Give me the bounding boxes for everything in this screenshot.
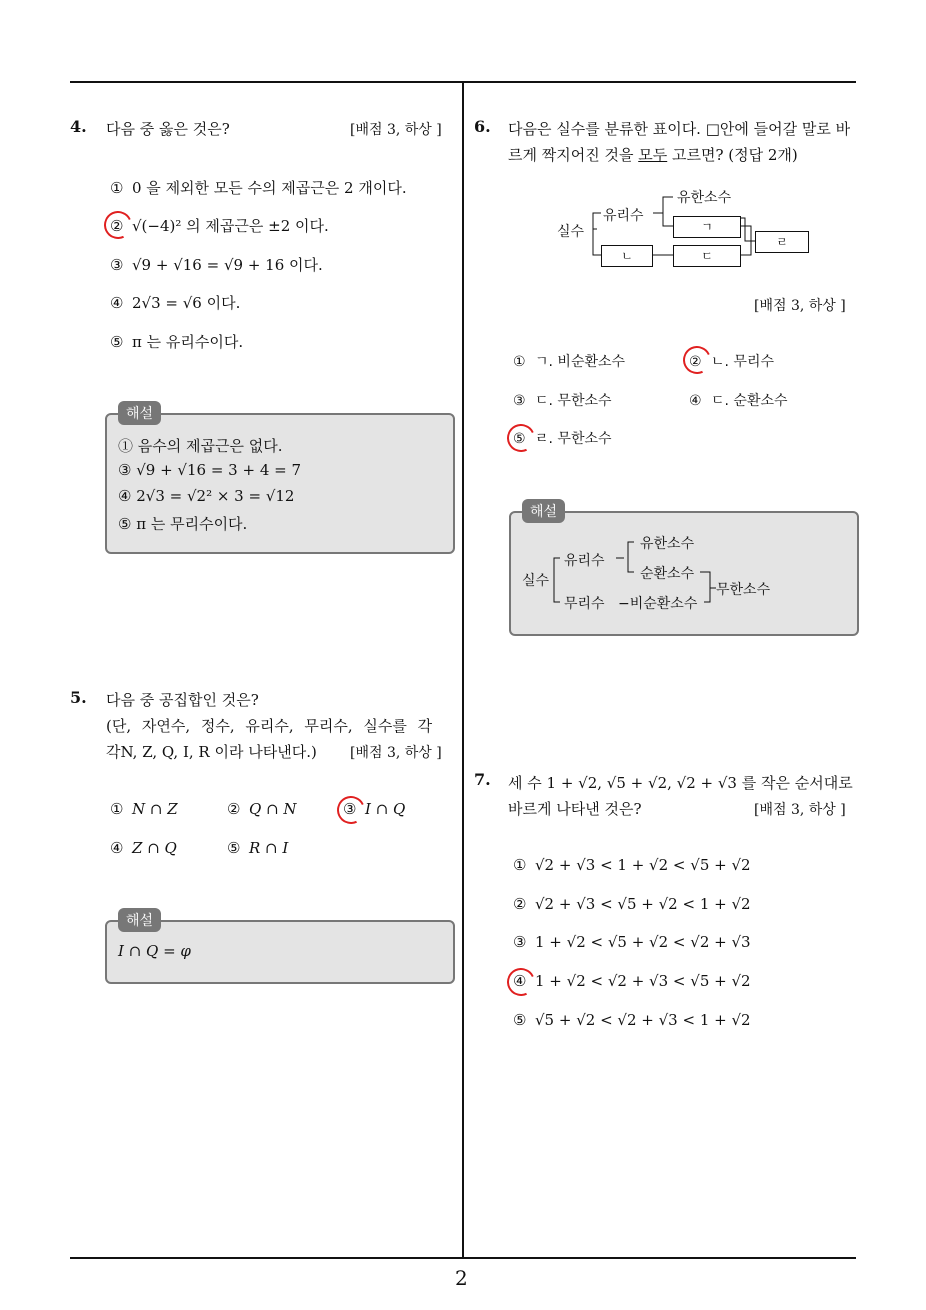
q5-meta: [배점 3, 하상 ] bbox=[350, 745, 442, 761]
option-number: ② bbox=[689, 354, 702, 370]
q6-solution-tag: 해설 bbox=[522, 499, 565, 523]
q7-question-line2: 바르게 나타낸 것은? bbox=[508, 800, 642, 818]
q7-answer-mark bbox=[503, 964, 539, 1000]
option-text: ㄱ. 비순환소수 bbox=[535, 354, 626, 370]
sol-nonrepeating-label: −비순환소수 bbox=[618, 596, 698, 612]
q7-meta: [배점 3, 하상 ] bbox=[754, 802, 846, 818]
option-number: ③ bbox=[343, 800, 357, 818]
q6-question-line2 bbox=[508, 144, 798, 165]
option-number: ② bbox=[513, 895, 527, 913]
option-number: ⑤ bbox=[110, 333, 124, 351]
option-number: ④ bbox=[110, 294, 124, 312]
option-number: ① bbox=[513, 856, 527, 874]
q6-answer-mark bbox=[503, 420, 539, 456]
q6-option-4[interactable] bbox=[689, 390, 788, 410]
q4-answer-mark bbox=[100, 207, 136, 243]
q6-question-text: 르게 짝지어진 것을 bbox=[508, 146, 639, 164]
diagram-real-label: 실수 bbox=[557, 224, 585, 240]
sol-real-label: 실수 bbox=[522, 573, 550, 589]
q6-question-text: 고르면? (정답 2개) bbox=[667, 146, 798, 164]
option-text: ㄷ. 순환소수 bbox=[711, 393, 788, 409]
q5-number: 5. bbox=[70, 688, 87, 707]
column-divider bbox=[462, 81, 464, 1259]
option-number: ⑤ bbox=[227, 839, 241, 857]
option-number: ④ bbox=[110, 839, 124, 857]
option-text: 1 + √2 < √2 + √3 < √5 + √2 bbox=[535, 972, 751, 990]
diagram-box-r: ㄹ bbox=[755, 231, 809, 253]
option-text: Z ∩ Q bbox=[132, 839, 177, 857]
q6-meta: [배점 3, 하상 ] bbox=[754, 298, 846, 314]
q4-meta: [배점 3, 하상 ] bbox=[350, 122, 442, 138]
option-text: √5 + √2 < √2 + √3 < 1 + √2 bbox=[535, 1011, 751, 1029]
option-text: ㄴ. 무리수 bbox=[711, 354, 774, 370]
q4-option-1[interactable] bbox=[110, 177, 407, 198]
q6-solution-diagram bbox=[520, 530, 820, 620]
option-number: ① bbox=[110, 800, 124, 818]
q4-solution-line: ④ 2√3 = √2² × 3 = √12 bbox=[118, 487, 295, 505]
bottom-rule bbox=[70, 1257, 856, 1259]
q4-solution-line: ③ √9 + √16 = 3 + 4 = 7 bbox=[118, 461, 302, 479]
option-number: ④ bbox=[689, 393, 702, 409]
option-text: ㄹ. 무한소수 bbox=[535, 431, 612, 447]
sol-finite-label: 유한소수 bbox=[640, 536, 695, 552]
q5-question: 다음 중 공집합인 것은? bbox=[106, 691, 259, 709]
option-number: ③ bbox=[513, 393, 526, 409]
q7-number: 7. bbox=[474, 770, 491, 789]
diagram-box-n: ㄴ bbox=[601, 245, 653, 267]
q7-option-4[interactable] bbox=[513, 972, 751, 990]
q7-option-1[interactable] bbox=[513, 856, 751, 874]
q7-question-line1: 세 수 1 + √2, √5 + √2, √2 + √3 를 작은 순서대로 bbox=[508, 774, 853, 792]
option-text: 2√3 = √6 이다. bbox=[132, 294, 241, 312]
option-number: ③ bbox=[110, 256, 124, 274]
q4-option-5[interactable] bbox=[110, 331, 243, 352]
option-text: 0 을 제외한 모든 수의 제곱근은 2 개이다. bbox=[132, 179, 407, 197]
q4-solution-tag: 해설 bbox=[118, 401, 161, 425]
option-text: √(−4)² 의 제곱근은 ±2 이다. bbox=[132, 217, 329, 235]
option-text: √2 + √3 < 1 + √2 < √5 + √2 bbox=[535, 856, 751, 874]
q6-option-1[interactable] bbox=[513, 351, 625, 371]
q6-question-emphasis: 모두 bbox=[638, 146, 668, 164]
q5-solution-tag: 해설 bbox=[118, 908, 161, 932]
q5-option-2[interactable] bbox=[227, 800, 297, 818]
q5-answer-mark bbox=[333, 792, 369, 828]
diagram-box-d: ㄷ bbox=[673, 245, 741, 267]
q4-number: 4. bbox=[70, 117, 87, 136]
diagram-finite-label: 유한소수 bbox=[677, 190, 732, 206]
option-text: 1 + √2 < √5 + √2 < √2 + √3 bbox=[535, 933, 751, 951]
q4-solution-line: ⑤ π 는 무리수이다. bbox=[118, 515, 248, 533]
option-number: ③ bbox=[513, 933, 527, 951]
q7-option-5[interactable] bbox=[513, 1011, 751, 1029]
sol-irrational-label: 무리수 bbox=[564, 596, 605, 612]
q4-solution-line: ① 음수의 제곱근은 없다. bbox=[118, 437, 283, 455]
diagram-rational-label: 유리수 bbox=[603, 208, 644, 224]
option-number: ② bbox=[110, 217, 124, 235]
option-text: N ∩ Z bbox=[132, 800, 178, 818]
q5-solution-line: I ∩ Q = φ bbox=[118, 942, 191, 960]
q7-option-3[interactable] bbox=[513, 933, 751, 951]
sol-rational-label: 유리수 bbox=[564, 553, 605, 569]
q6-question-line1: 다음은 실수를 분류한 표이다. □안에 들어갈 말로 바 bbox=[508, 120, 851, 138]
diagram-box-g: ㄱ bbox=[673, 216, 741, 238]
option-number: ② bbox=[227, 800, 241, 818]
option-text: π 는 유리수이다. bbox=[132, 333, 244, 351]
option-text: √2 + √3 < √5 + √2 < 1 + √2 bbox=[535, 895, 751, 913]
option-text: Q ∩ N bbox=[249, 800, 297, 818]
q4-option-2[interactable] bbox=[110, 215, 329, 236]
q6-number: 6. bbox=[474, 117, 491, 136]
sol-repeating-label: 순환소수 bbox=[640, 566, 695, 582]
option-number: ⑤ bbox=[513, 431, 526, 447]
q6-classification-diagram bbox=[555, 183, 815, 273]
option-number: ① bbox=[110, 179, 124, 197]
option-text: ㄷ. 무한소수 bbox=[535, 393, 612, 409]
q4-option-4[interactable] bbox=[110, 292, 240, 313]
option-text: √9 + √16 = √9 + 16 이다. bbox=[132, 256, 323, 274]
q6-answer-mark bbox=[679, 342, 715, 378]
q5-option-4[interactable] bbox=[110, 839, 177, 857]
q6-option-3[interactable] bbox=[513, 390, 612, 410]
q5-option-1[interactable] bbox=[110, 800, 178, 818]
q5-question-line2: (단, 자연수, 정수, 유리수, 무리수, 실수를 각 bbox=[106, 717, 433, 735]
option-text: I ∩ Q bbox=[365, 800, 406, 818]
q5-option-5[interactable] bbox=[227, 839, 288, 857]
option-number: ① bbox=[513, 354, 526, 370]
q5-question-line3: 각N, Z, Q, I, R 이라 나타낸다.) bbox=[106, 743, 317, 761]
page-number: 2 bbox=[455, 1266, 468, 1290]
option-number: ④ bbox=[513, 972, 527, 990]
option-number: ⑤ bbox=[513, 1011, 527, 1029]
q4-option-3[interactable] bbox=[110, 254, 323, 275]
option-text: R ∩ I bbox=[249, 839, 289, 857]
q4-question: 다음 중 옳은 것은? bbox=[106, 120, 230, 138]
sol-infinite-label: 무한소수 bbox=[716, 582, 771, 598]
q7-option-2[interactable] bbox=[513, 895, 751, 913]
